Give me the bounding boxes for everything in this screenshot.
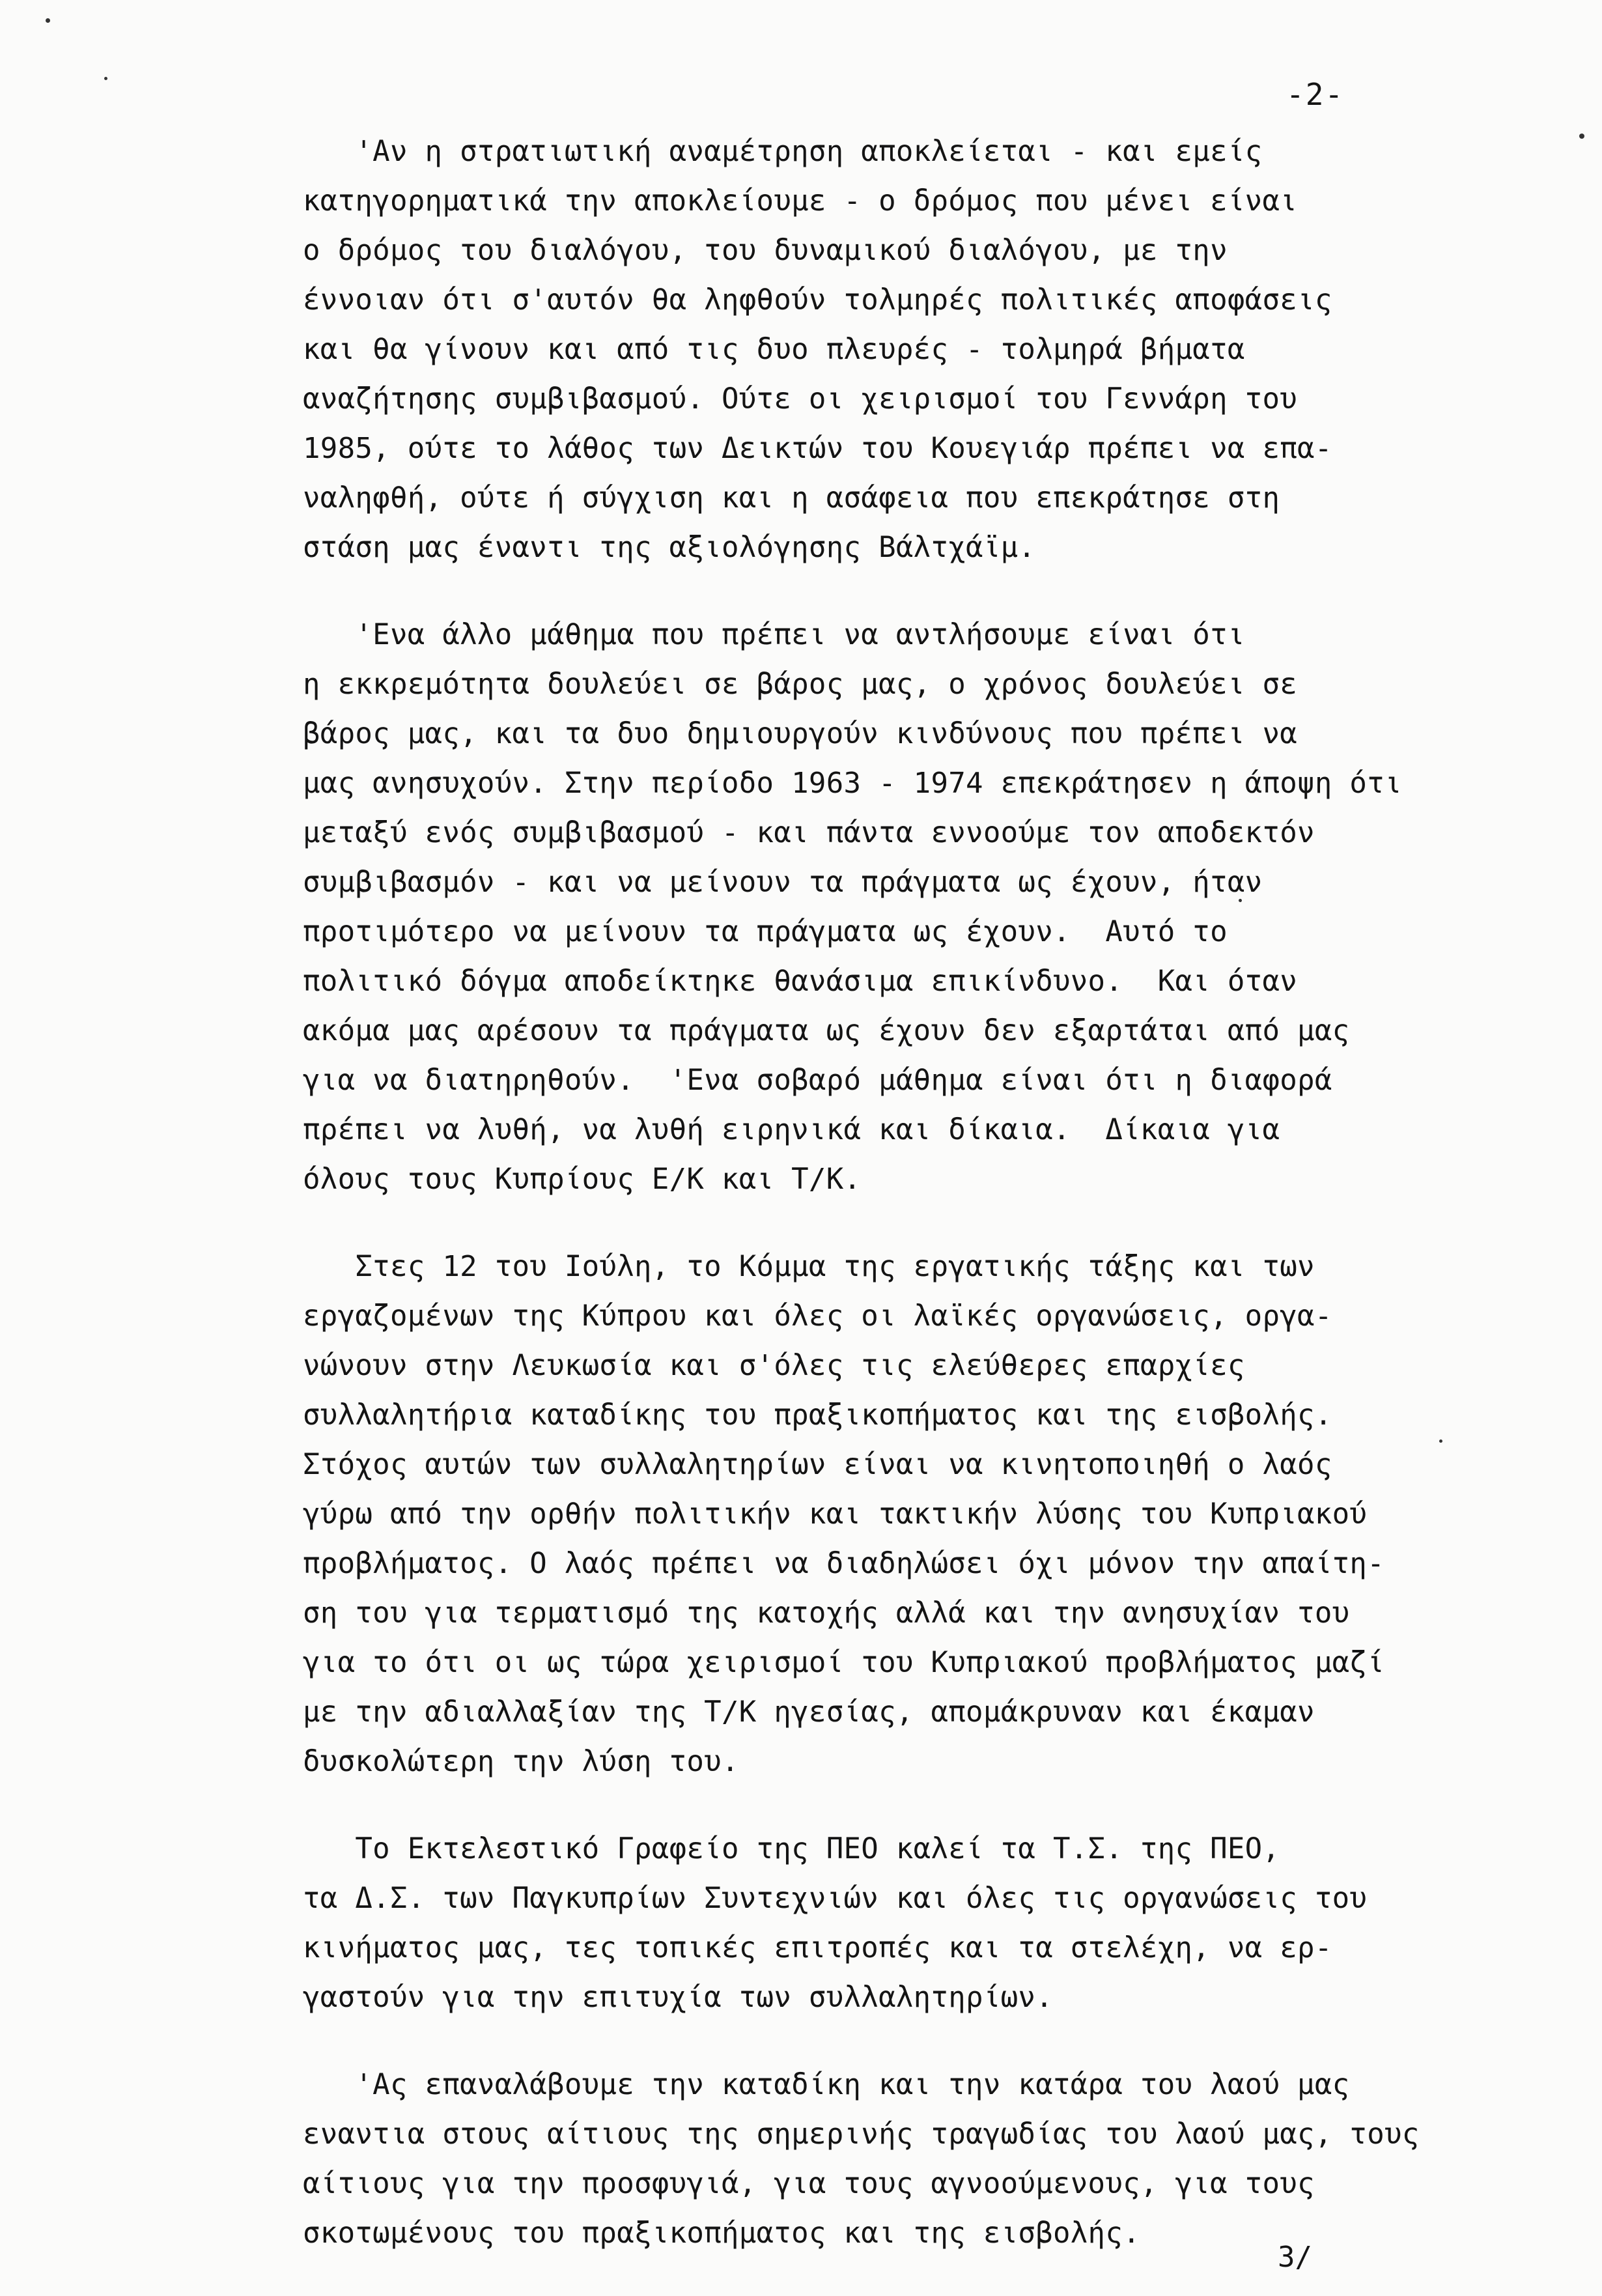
scan-speck (1579, 134, 1584, 139)
paragraph (303, 610, 1579, 1204)
letter-body (303, 127, 1579, 2296)
text-line: κατηγορηματικά την αποκλείουμε - ο δρόμος που μένει είναι (303, 184, 1298, 218)
text-line: μεταξύ ενός συμβιβασμού - και πάντα εννοούμε τον αποδεκτόν (303, 816, 1315, 849)
text-line: αναζήτησης συμβιβασμού. Ούτε οι χειρισμοί του Γεννάρη του (303, 382, 1298, 416)
text-line: η εκκρεμότητα δουλεύει σε βάρος μας, ο χρόνος δουλεύει σε (303, 668, 1298, 701)
paragraph (303, 2060, 1579, 2258)
text-line: 1985, ούτε το λάθος των Δεικτών του Κουεγιάρ πρέπει να επα- (303, 432, 1332, 465)
text-line: αίτιους για την προσφυγιά, για τους αγνοούμενους, για τους (303, 2167, 1315, 2200)
text-line: Στες 12 του Ιούλη, το Κόμμα της εργατικής τάξης και των (303, 1250, 1315, 1283)
text-line: Το Εκτελεστικό Γραφείο της ΠΕΟ καλεί τα Τ.Σ. της ΠΕΟ, (303, 1832, 1280, 1865)
text-line: πολιτικό δόγμα αποδείκτηκε θανάσιμα επικίνδυνο. Και όταν (303, 965, 1298, 998)
text-line: πρέπει να λυθή, να λυθή ειρηνικά και δίκαια. Δίκαια για (303, 1113, 1280, 1146)
text-line: 'Αν η στρατιωτική αναμέτρηση αποκλείεται - και εμείς (303, 135, 1263, 168)
page-number: -2- (1286, 77, 1345, 112)
text-line: όλους τους Κυπρίους Ε/Κ και Τ/Κ. (303, 1163, 862, 1196)
text-line: προτιμότερο να μείνουν τα πράγματα ως έχουν. Αυτό το (303, 915, 1228, 948)
text-line: γύρω από την ορθήν πολιτικήν και τακτικήν λύσης του Κυπριακού (303, 1497, 1368, 1531)
continuation-marker: 3/ (1278, 2241, 1312, 2274)
text-line: νώνουν στην Λευκωσία και σ'όλες τις ελεύθερες επαρχίες (303, 1349, 1245, 1382)
text-line: συλλαλητήρια καταδίκης του πραξικοπήματος και της εισβολής. (303, 1398, 1332, 1432)
text-line: γαστούν για την επιτυχία των συλλαλητηρίων. (303, 1981, 1053, 2014)
text-line: στάση μας έναντι της αξιολόγησης Βάλτχάϊμ. (303, 531, 1036, 564)
text-line: βάρος μας, και τα δυο δημιουργούν κινδύνους που πρέπει να (303, 717, 1298, 750)
text-line: εργαζομένων της Κύπρου και όλες οι λαϊκές οργανώσεις, οργα- (303, 1299, 1332, 1333)
text-line: εναντια στους αίτιους της σημερινής τραγωδίας του λαού μας, τους (303, 2118, 1420, 2151)
scan-speck (104, 77, 107, 80)
text-line: και θα γίνουν και από τις δυο πλευρές - τολμηρά βήματα (303, 333, 1245, 366)
text-line: σκοτωμένους του πραξικοπήματος και της εισβολής. (303, 2217, 1140, 2250)
text-line: 'Ας επαναλάβουμε την καταδίκη και την κατάρα του λαού μας (303, 2068, 1350, 2101)
text-line: δυσκολώτερη την λύση του. (303, 1745, 739, 1778)
text-line: ση του για τερματισμό της κατοχής αλλά και την ανησυχίαν του (303, 1596, 1350, 1630)
text-line: με την αδιαλλαξίαν της Τ/Κ ηγεσίας, απομάκρυναν και έκαμαν (303, 1695, 1315, 1729)
text-line: προβλήματος. Ο λαός πρέπει να διαδηλώσει όχι μόνον την απαίτη- (303, 1547, 1384, 1580)
paragraph (303, 1242, 1579, 1787)
scan-speck (46, 18, 50, 23)
scan-speck (1439, 1439, 1442, 1443)
text-line: μας ανησυχούν. Στην περίοδο 1963 - 1974 επεκράτησεν η άποψη ότι (303, 767, 1402, 800)
text-line: ακόμα μας αρέσουν τα πράγματα ως έχουν δεν εξαρτάται από μας (303, 1014, 1350, 1047)
text-line: κινήματος μας, τες τοπικές επιτροπές και τα στελέχη, να ερ- (303, 1931, 1332, 1964)
text-line: συμβιβασμόν - και να μείνουν τα πράγματα ως έχουν, ήταν (303, 866, 1263, 899)
text-line: τα Δ.Σ. των Παγκυπρίων Συντεχνιών και όλες τις οργανώσεις του (303, 1882, 1368, 1915)
text-line: έννοιαν ότι σ'αυτόν θα ληφθούν τολμηρές πολιτικές αποφάσεις (303, 283, 1332, 317)
text-line: για να διατηρηθούν. 'Ενα σοβαρό μάθημα είναι ότι η διαφορά (303, 1064, 1332, 1097)
text-line: ο δρόμος του διαλόγου, του δυναμικού διαλόγου, με την (303, 234, 1228, 267)
text-line: ναληφθή, ούτε ή σύγχιση και η ασάφεια που επεκράτησε στη (303, 481, 1280, 515)
paragraph (303, 1824, 1579, 2022)
text-line: 'Ενα άλλο μάθημα που πρέπει να αντλήσουμε είναι ότι (303, 618, 1245, 651)
text-line: για το ότι οι ως τώρα χειρισμοί του Κυπριακού προβλήματος μαζί (303, 1646, 1384, 1679)
text-line: Στόχος αυτών των συλλαλητηρίων είναι να κινητοποιηθή ο λαός (303, 1448, 1332, 1481)
scan-speck (1239, 899, 1242, 902)
paragraph (303, 127, 1579, 573)
